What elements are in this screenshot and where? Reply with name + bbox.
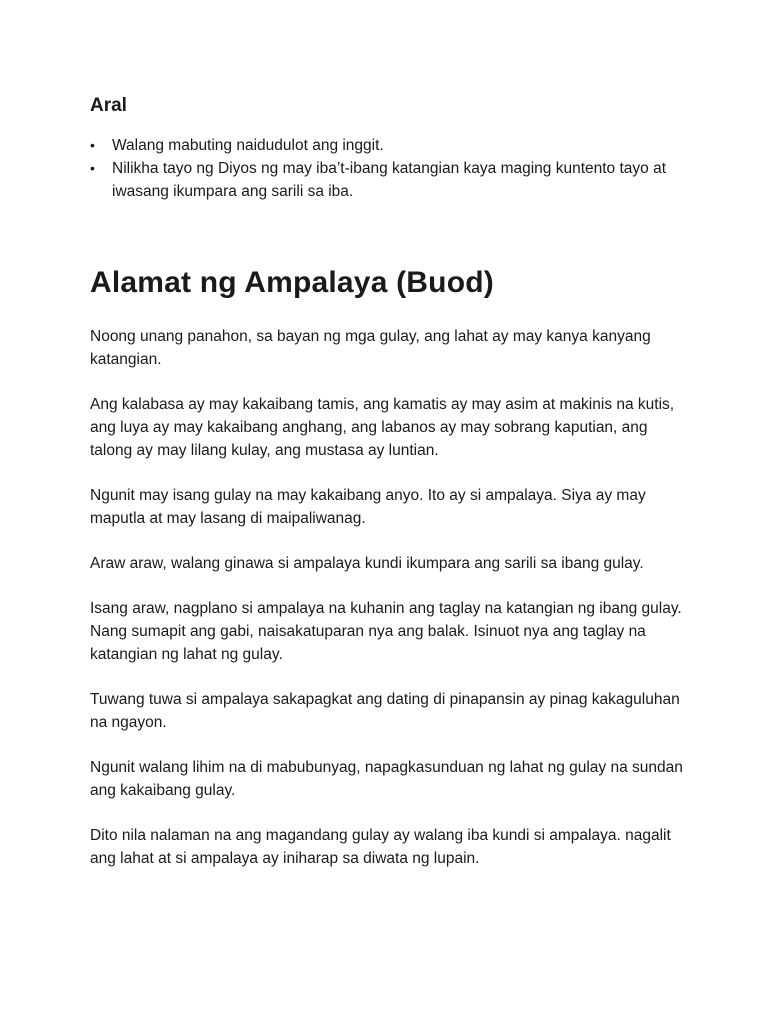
document-page [90, 92, 690, 892]
story-paragraph: Ngunit may isang gulay na may kakaibang anyo. Ito ay si ampalaya. Siya ay may maputla at may lasang di maipaliwanag. [90, 487, 646, 527]
story-paragraph: Ang kalabasa ay may kakaibang tamis, ang kamatis ay may asim at makinis na kutis, ang luya ay may kakaibang anghang, ang labanos ay may sobrang kaputian, ang talong ay may lilang kulay, ang mustasa ay luntian. [90, 396, 675, 459]
story-title: Alamat ng Ampalaya (Buod) [90, 266, 494, 299]
aral-item-text: Walang mabuting naidudulot ang inggit. [112, 137, 384, 154]
story-paragraph: Araw araw, walang ginawa si ampalaya kundi ikumpara ang sarili sa ibang gulay. [90, 555, 644, 572]
bullet-icon: • [90, 160, 95, 176]
story-paragraph: Isang araw, nagplano si ampalaya na kuhanin ang taglay na katangian ng ibang gulay. Nang sumapit ang gabi, naisakatuparan nya ang balak. Isinuot nya ang taglay na katangian ng lahat ng gulay. [90, 600, 682, 663]
aral-item-text: Nilikha tayo ng Diyos ng may iba’t-ibang katangian kaya maging kuntento tayo at iwasang ikumpara ang sarili sa iba. [112, 160, 667, 200]
story-paragraph: Dito nila nalaman na ang magandang gulay ay walang iba kundi si ampalaya. nagalit ang lahat at si ampalaya ay iniharap sa diwata ng lupain. [90, 827, 671, 867]
aral-list [90, 134, 690, 203]
bullet-icon: • [90, 137, 95, 153]
story-paragraph: Ngunit walang lihim na di mabubunyag, napagkasunduan ng lahat ng gulay na sundan ang kakaibang gulay. [90, 759, 683, 799]
aral-list-item [90, 134, 690, 157]
aral-list-item [90, 157, 690, 203]
story-paragraph: Tuwang tuwa si ampalaya sakapagkat ang dating di pinapansin ay pinag kakaguluhan na ngayon. [90, 691, 680, 731]
story-paragraph: Noong unang panahon, sa bayan ng mga gulay, ang lahat ay may kanya kanyang katangian. [90, 328, 651, 368]
aral-heading: Aral [90, 95, 127, 116]
